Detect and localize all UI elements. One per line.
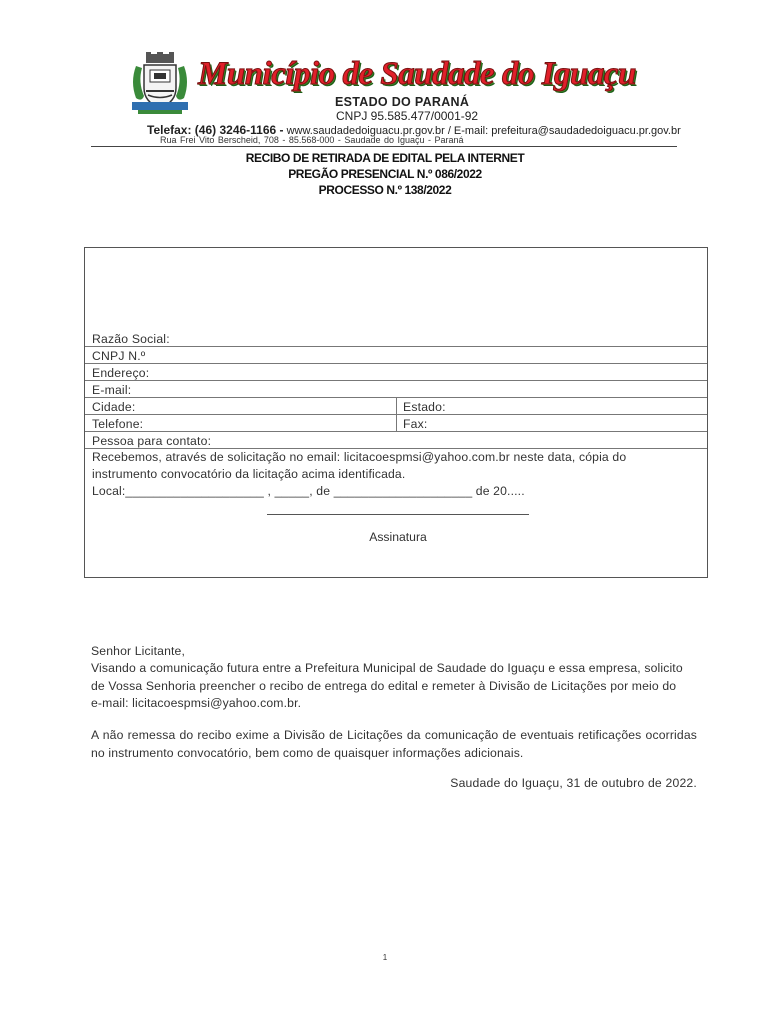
- website-and-email: www.saudadedoiguacu.pr.gov.br / E-mail: prefeitura@saudadedoiguacu.pr.gov.br: [283, 125, 681, 137]
- column-divider: [396, 397, 397, 431]
- email-label: E-mail:: [92, 383, 132, 397]
- fax-label: Fax:: [403, 417, 428, 431]
- signature-line: [267, 514, 529, 515]
- title-line-1: RECIBO DE RETIRADA DE EDITAL PELA INTERNET: [245, 151, 525, 165]
- page-number: 1: [382, 953, 388, 962]
- divider: [85, 346, 707, 347]
- state-name: ESTADO DO PARANÁ: [335, 95, 470, 109]
- receipt-statement-line-1: Recebemos, através de solicitação no email: licitacoespmsi@yahoo.com.br neste data, cópia do: [92, 450, 627, 464]
- local-date-line: Local:____________________ , _____, de ____________________ de 20.....: [92, 484, 525, 498]
- title-line-2: PREGÃO PRESENCIAL N.º 086/2022: [288, 167, 482, 181]
- divider: [85, 431, 707, 432]
- receipt-statement: [92, 449, 692, 500]
- endereco-label: Endereço:: [92, 366, 150, 380]
- salutation: Senhor Licitante,: [91, 644, 186, 658]
- address-line: Rua Frei Vito Berscheid, 708 - 85.568-000 - Saudade do Iguaçu - Paraná: [160, 135, 464, 145]
- paragraph-1-line-2: de Vossa Senhoria preencher o recibo de entrega do edital e remeter à Divisão de Licitações por meio do: [91, 678, 677, 693]
- contato-label: Pessoa para contato:: [92, 434, 212, 448]
- header-divider: [91, 146, 677, 147]
- cidade-label: Cidade:: [92, 400, 136, 414]
- header-cnpj: CNPJ 95.585.477/0001-92: [336, 109, 479, 123]
- banner-title: Município de Saudade do Iguaçu: [198, 56, 636, 92]
- telefax: Telefax: (46) 3246-1166 -: [147, 123, 284, 137]
- paragraph-2: A não remessa do recibo exime a Divisão de Licitações da comunicação de eventuais retificações ocorridas no instrumento convocatório, bem como de quaisquer informações adicionais.: [91, 728, 697, 760]
- municipal-coat-of-arms-icon: [128, 52, 192, 116]
- divider: [85, 380, 707, 381]
- divider: [85, 363, 707, 364]
- receipt-statement-line-2: instrumento convocatório da licitação acima identificada.: [92, 467, 406, 481]
- paragraph-1-line-1: Visando a comunicação futura entre a Prefeitura Municipal de Saudade do Iguaçu e essa empresa, solicito: [91, 661, 683, 675]
- title-line-3: PROCESSO N.º 138/2022: [318, 183, 452, 197]
- document-titles: [0, 150, 770, 198]
- receipt-form: [84, 247, 708, 578]
- telefone-label: Telefone:: [92, 417, 144, 431]
- razao-social-label: Razão Social:: [92, 332, 170, 346]
- estado-label: Estado:: [403, 400, 446, 414]
- date-line: Saudade do Iguaçu, 31 de outubro de 2022.: [450, 776, 697, 790]
- paragraph-1-line-3: e-mail: licitacoespmsi@yahoo.com.br.: [91, 696, 302, 710]
- cnpj-label: CNPJ N.º: [92, 349, 146, 363]
- signature-label: Assinatura: [369, 530, 427, 544]
- paragraph-1: [91, 660, 697, 713]
